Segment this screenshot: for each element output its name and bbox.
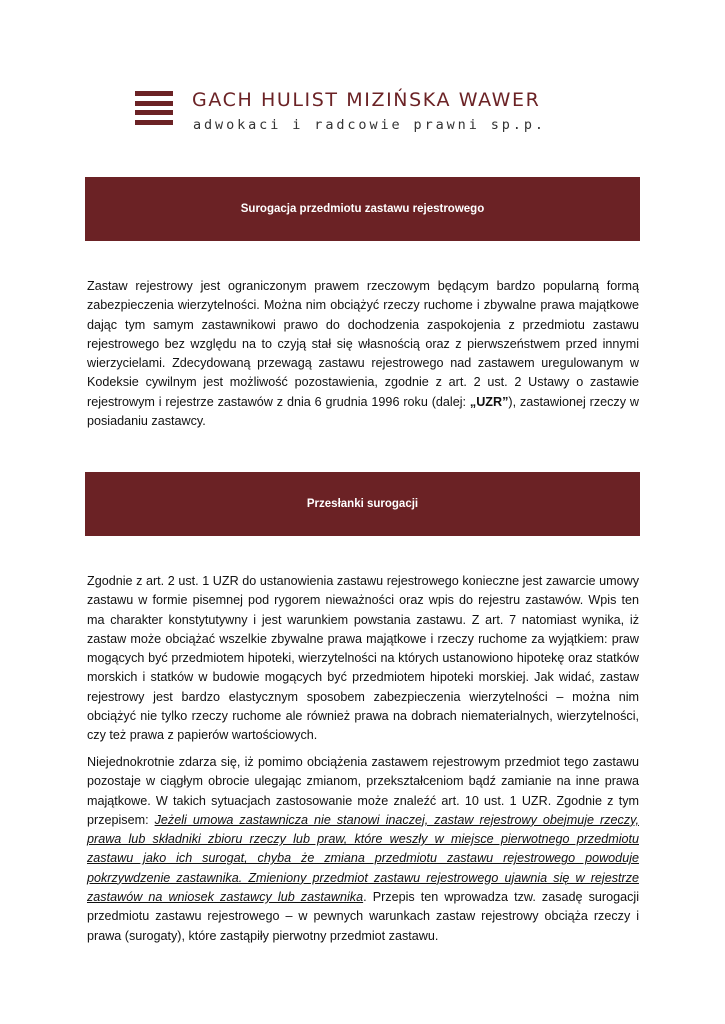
firm-name: GACH HULIST MIZIŃSKA WAWER <box>192 89 541 111</box>
paragraph-text: Niejednokrotnie zdarza się, iż pomimo obciążenia zastawem rejestrowym przedmiot tego zastawu pozostaje w ciągłym obrocie ulegając zmianom, przekształceniom bądź zamianie na inne prawa majątkowe. W takich sytuacjach zastosowanie może znaleźć art. 10 ust. 1 UZR. Zgodnie z tym przepisem: <box>87 755 639 827</box>
statute-quote: Jeżeli umowa zastawnicza nie stanowi inaczej, zastaw rejestrowy obejmuje rzeczy, prawa lub składniki zbioru rzeczy lub praw, które weszły w miejsce pierwotnego przedmiotu zastawu jako ich surogat, chyba że zmiana przedmiotu zastawu rejestrowego powoduje pokrzywdzenie zastawnika. Zmieniony przedmiot zastawu rejestrowego ujawnia się w rejestrze zastawów na wniosek zastawcy lub zastawnika <box>87 812 639 905</box>
paragraph-text: Zastaw rejestrowy jest ograniczonym prawem rzeczowym będącym bardzo popularną formą zabezpieczenia wierzytelności. Można nim obciążyć rzeczy ruchome i zbywalne prawa majątkowe dając tym samym zastawnikowi prawo do dochodzenia zaspokojenia z przedmiotu zastawu rejestrowego bez względu na to czyją stał się własnością oraz z pierwszeństwem przed innymi wierzycielami. Zdecydowaną przewagą zastawu rejestrowego nad zastawem uregulowanym w Kodeksie cywilnym jest możliwość pozostawienia, zgodnie z art. 2 ust. 2 Ustawy o zastawie rejestrowym i rejestrze zastawów z dnia 6 grudnia 1996 roku (dalej: <box>87 279 639 409</box>
section-heading: Surogacja przedmiotu zastawu rejestrowego <box>240 203 485 215</box>
paragraph-conditions: Zgodnie z art. 2 ust. 1 UZR do ustanowienia zastawu rejestrowego konieczne jest zawarcie umowy zastawu w formie pisemnej pod rygorem nieważności oraz wpis do rejestru zastawów. Wpis ten ma charakter konstytutywny i jest warunkiem powstania zastawu. Z art. 7 natomiast wynika, iż zastaw może obciążać wszelkie zbywalne prawa majątkowe i rzeczy ruchome za wyjątkiem: praw mogących być przedmiotem hipoteki, wierzytelności na których ustanowiono hipotekę oraz statków morskich i statków w budowie mogących być przedmiotem hipoteki morskiej. Jak widać, zastaw rejestrowy jest bardzo elastycznym sposobem zabezpieczenia wierzytelności – można nim obciążyć nie tylko rzeczy ruchome ale również prawa na dobrach niematerialnych, wierzytelności, czy też prawa z papierów wartościowych. <box>87 574 639 743</box>
section-heading-banner <box>85 472 640 536</box>
section-heading-banner <box>85 177 640 241</box>
logo-bars-icon <box>135 91 173 129</box>
paragraph-text: ), zastawionej rzeczy w posiadaniu zastawcy. <box>87 394 639 429</box>
paragraph-surrogation <box>87 753 639 946</box>
abbreviation-bold: „UZR” <box>469 394 509 409</box>
firm-subtitle: adwokaci i radcowie prawni sp.p. <box>193 117 546 133</box>
section-heading: Przesłanki surogacji <box>306 498 419 510</box>
paragraph-text: . Przepis ten wprowadza tzw. zasadę surogacji przedmiotu zastawu rejestrowego – w pewnych warunkach zastaw rejestrowy obciąża rzeczy i prawa (surogaty), które zastąpiły pierwotny przedmiot zastawu. <box>87 890 639 943</box>
paragraph-intro <box>87 277 639 431</box>
